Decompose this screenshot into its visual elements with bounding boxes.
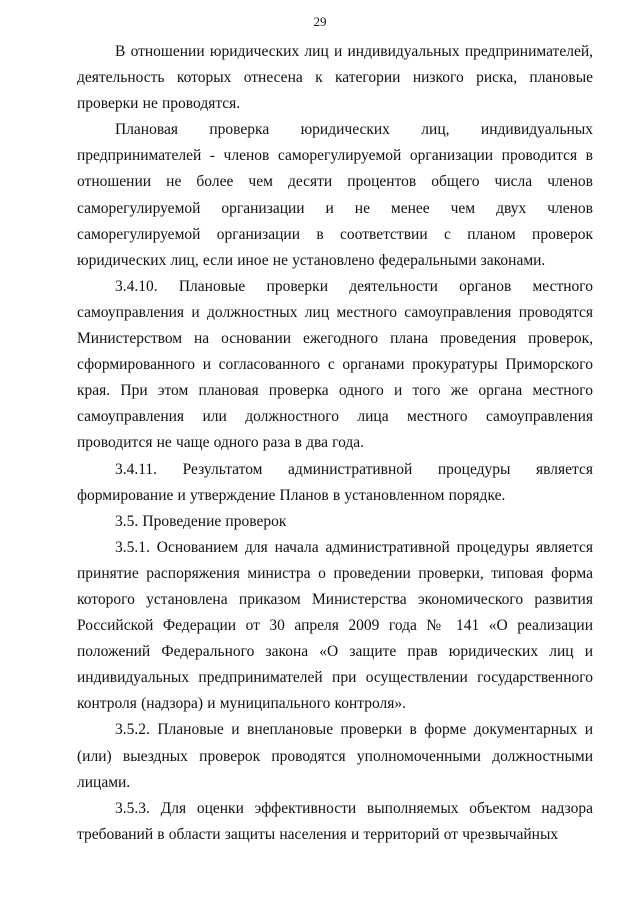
paragraph-3-4-11: 3.4.11. Результатом административной процедуры является формирование и утверждение Планов в установленном порядке. [77,460,593,504]
paragraph-3-5-3: 3.5.3. Для оценки эффективности выполняемых объектом надзора требований в области защиты населения и территорий от чрезвычайных [77,799,593,843]
section-heading-3-5: 3.5. Проведение проверок [115,512,287,530]
paragraph-3-5-1: 3.5.1. Основанием для начала административной процедуры является принятие распоряжения министра о проведении проверки, типовая форма которого установлена приказом Министерства экономического развития Российской Федерации от 30 апреля 2009 года № 141 «О реализации положений Федерального закона «О защите прав юридических лиц и индивидуальных предпринимателей при осуществлении государственного контроля (надзора) и муниципального контроля». [77,538,593,713]
paragraph-3-4-10: 3.4.10. Плановые проверки деятельности органов местного самоуправления и должностных лиц местного самоуправления проводятся Министерством на основании ежегодного плана проведения проверок, сформированного и согласованного с органами прокуратуры Приморского края. При этом плановая проверка одного и того же органа местного самоуправления или должностного лица местного самоуправления проводится не чаще одного раза в два года. [77,277,593,452]
paragraph-sro-inspection: Плановая проверка юридических лиц, индивидуальных предпринимателей - членов саморегулируемой организации проводится в отношении не более чем десяти процентов общего числа членов саморегулируемой организации и не менее чем двух членов саморегулируемой организации в соответствии с планом проверок юридических лиц, если иное не установлено федеральными законами. [77,121,593,269]
page-number: 29 [313,14,327,29]
document-body [77,39,593,848]
paragraph-low-risk: В отношении юридических лиц и индивидуальных предпринимателей, деятельность которых отнесена к категории низкого риска, плановые проверки не проводятся. [77,43,593,113]
paragraph-3-5-2: 3.5.2. Плановые и внеплановые проверки в форме документарных и (или) выездных проверок проводятся уполномоченными должностными лицами. [77,721,593,791]
